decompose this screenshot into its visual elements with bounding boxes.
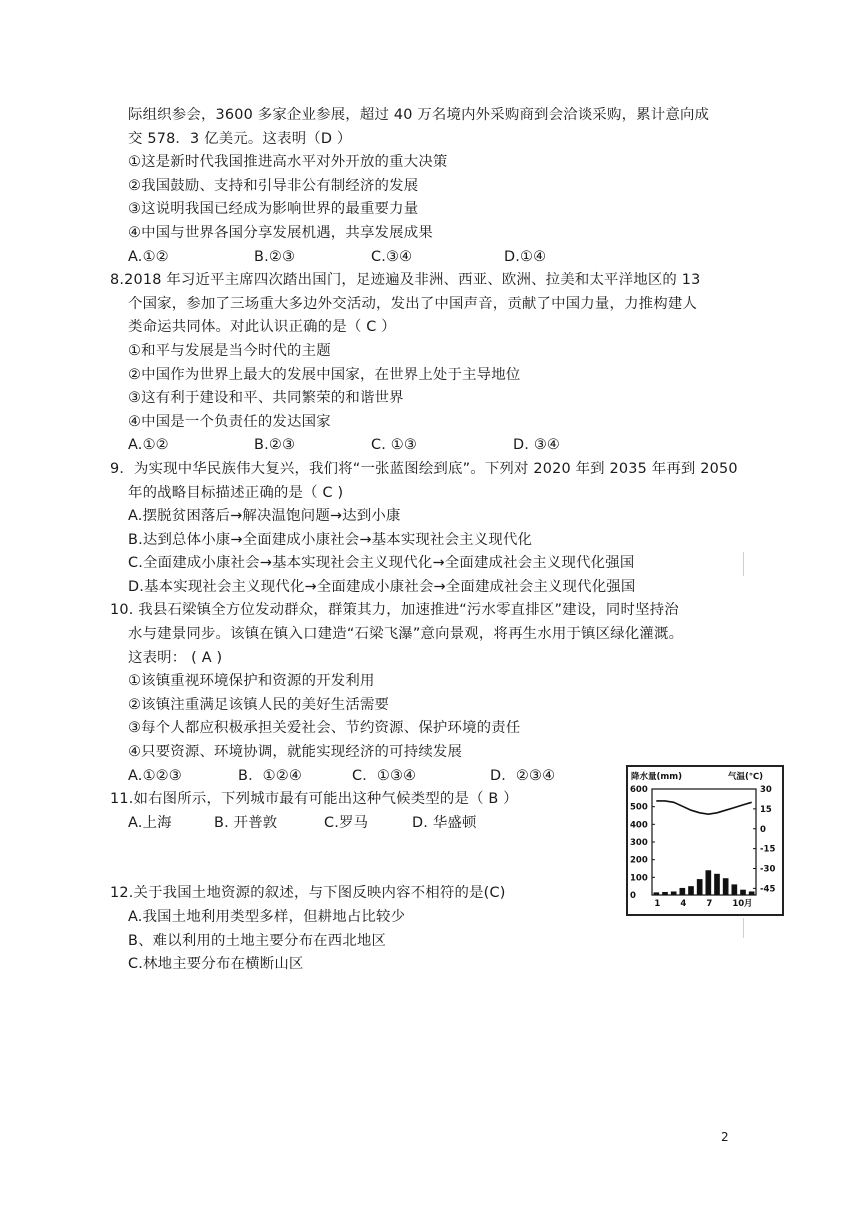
x-tick-label: 4 — [680, 899, 687, 909]
q8-option-d: D. ③④ — [513, 437, 561, 454]
precip-bar — [697, 879, 703, 895]
q7-stem-line1: 际组织参会，3600 多家企业参展，超过 40 万名境内外采购商到会洽谈采购，累计意向成 — [128, 107, 710, 123]
right-tick-label: 0 — [760, 824, 766, 835]
q11-option-d: D. 华盛顿 — [412, 814, 477, 831]
q7-option-c: C.③④ — [371, 248, 413, 265]
q7-option-b: B.②③ — [254, 248, 296, 265]
q7-option-d: D.①④ — [504, 248, 547, 265]
x-tick-label: 10 — [732, 899, 745, 909]
q8-stem-line2: 个国家，参加了三场重大多边外交活动，发出了中国声音，贡献了中国力量，力推构建人 — [128, 295, 698, 312]
precip-bar — [662, 892, 668, 895]
q10-option-a: A.①②③ — [128, 767, 182, 784]
precip-bar — [749, 891, 755, 895]
precip-bar — [740, 890, 746, 895]
precip-bar — [723, 878, 729, 895]
q8-stem-line1: 8.2018 年习近平主席四次踏出国门，足迹遍及非洲、西亚、欧洲、拉美和太平洋地区的 13 — [110, 272, 701, 289]
q8-stem-line3: 类命运共同体。对此认识正确的是（ C ） — [128, 319, 396, 336]
left-tick-label: 300 — [630, 838, 648, 848]
q7-item: ①这是新时代我国推进高水平对外开放的重大决策 — [128, 154, 448, 171]
page-number: 2 — [721, 1130, 729, 1144]
left-tick-label: 100 — [630, 873, 648, 884]
q8-item: ①和平与发展是当今时代的主题 — [128, 342, 331, 359]
q10-stem-line3: 这表明： ( A ) — [128, 649, 223, 666]
right-tick-label: -30 — [760, 864, 776, 875]
precip-bar — [654, 892, 660, 895]
q11-option-c: C.罗马 — [324, 814, 369, 831]
q12-option-b: B、难以利用的土地主要分布在西北地区 — [128, 932, 387, 949]
q7-stem-line2: 交 578．3 亿美元。这表明（D ） — [128, 130, 352, 147]
q10-option-c: C．①③④ — [352, 767, 417, 784]
q10-item: ④只要资源、环境协调，就能实现经济的可持续发展 — [128, 744, 463, 761]
scan-mark — [743, 552, 744, 576]
x-tick-label: 1 — [654, 899, 661, 909]
q7-options — [128, 246, 748, 270]
q8-option-b: B.②③ — [254, 437, 296, 454]
scan-mark — [743, 918, 744, 938]
q8-options — [128, 434, 748, 458]
q8-item: ②中国作为世界上最大的发展中国家，在世界上处于主导地位 — [128, 366, 521, 383]
precip-bar — [671, 891, 677, 895]
q7-item: ④中国与世界各国分享发展机遇，共享发展成果 — [128, 224, 433, 241]
precip-bar — [688, 886, 694, 895]
q9-option-a: A.摆脱贫困落后→解决温饱问题→达到小康 — [128, 508, 401, 525]
precip-bar — [680, 888, 686, 895]
q9-stem-line2: 年的战略目标描述正确的是（ C ) — [128, 484, 344, 501]
q8-item: ③这有利于建设和平、共同繁荣的和谐世界 — [128, 390, 404, 407]
left-tick-label: 500 — [630, 802, 648, 813]
right-axis-title: 气温(℃) — [728, 772, 764, 782]
x-tick-label: 月 — [743, 899, 753, 909]
q11-option-b: B. 开普敦 — [214, 814, 278, 831]
q12-stem: 12.关于我国土地资源的叙述，与下图反映内容不相符的是(C) — [110, 885, 506, 902]
temperature-line — [656, 801, 751, 814]
q10-stem-line1: 10. 我县石梁镇全方位发动群众，群策其力，加速推进“污水零直排区”建设，同时坚持治 — [110, 602, 679, 619]
right-tick-label: -15 — [760, 844, 776, 855]
left-tick-label: 0 — [630, 891, 636, 901]
left-tick-label: 600 — [630, 785, 648, 795]
q12-option-a: A.我国土地利用类型多样，但耕地占比较少 — [128, 909, 406, 925]
q9-option-b: B.达到总体小康→全面建成小康社会→基本实现社会主义现代化 — [128, 531, 533, 548]
q10-option-d: D．②③④ — [490, 767, 556, 784]
q11-stem: 11.如右图所示，下列城市最有可能出这种气候类型的是（ B ） — [110, 791, 518, 808]
q9-option-d: D.基本实现社会主义现代化→全面建成小康社会→全面建成社会主义现代化强国 — [128, 578, 636, 595]
q8-item: ④中国是一个负责任的发达国家 — [128, 413, 331, 430]
q8-option-a: A.①② — [128, 437, 169, 454]
precip-bar — [706, 870, 712, 895]
precip-bar — [714, 874, 720, 895]
q10-option-b: B．①②④ — [238, 767, 302, 784]
q9-stem-line1: 9．为实现中华民族伟大复兴，我们将“一张蓝图绘到底”。下列对 2020 年到 2035 年再到 2050 — [110, 460, 738, 477]
q11-option-a: A.上海 — [128, 814, 172, 831]
q7-option-a: A.①② — [128, 248, 169, 265]
q9-option-c: C.全面建成小康社会→基本实现社会主义现代化→全面建成社会主义现代化强国 — [128, 555, 635, 572]
q12-option-c: C.林地主要分布在横断山区 — [128, 956, 304, 973]
q7-item: ③这说明我国已经成为影响世界的最重要力量 — [128, 201, 419, 218]
q10-item: ③每个人都应积极承担关爱社会、节约资源、保护环境的责任 — [128, 720, 521, 737]
q10-item: ②该镇注重满足该镇人民的美好生活需要 — [128, 696, 390, 713]
q7-item: ②我国鼓励、支持和引导非公有制经济的发展 — [128, 177, 419, 194]
left-tick-label: 200 — [630, 855, 648, 866]
x-tick-label: 7 — [706, 899, 713, 909]
q10-item: ①该镇重视环境保护和资源的开发利用 — [128, 673, 375, 690]
climate-chart-svg — [628, 767, 782, 914]
precip-bar — [732, 884, 738, 895]
right-tick-label: -45 — [760, 884, 776, 895]
right-tick-label: 30 — [760, 785, 772, 795]
climate-chart — [626, 765, 784, 916]
right-tick-label: 15 — [760, 804, 772, 815]
left-axis-title: 降水量(mm) — [631, 772, 682, 782]
q10-stem-line2: 水与建景同步。该镇在镇入口建造“石梁飞瀑”意向景观，将再生水用于镇区绿化灌溉。 — [128, 626, 684, 643]
left-tick-label: 400 — [630, 820, 648, 831]
q8-option-c: C. ①③ — [371, 437, 417, 454]
